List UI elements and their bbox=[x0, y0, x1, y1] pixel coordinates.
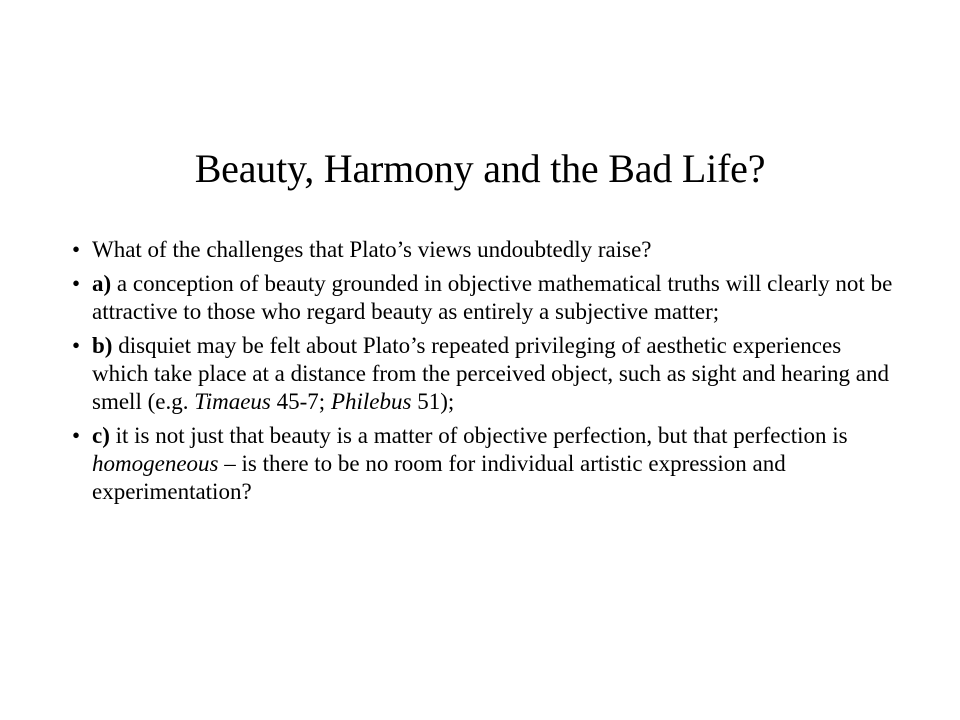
bullet-text: What of the challenges that Plato’s views undoubtedly raise? bbox=[92, 237, 652, 262]
bullet-label-b: b) bbox=[92, 333, 113, 358]
bullet-icon: • bbox=[72, 333, 81, 358]
bullet-item-b bbox=[72, 332, 902, 416]
bullet-icon: • bbox=[72, 271, 81, 296]
bullet-icon: • bbox=[72, 423, 81, 448]
bullet-list bbox=[72, 236, 902, 512]
emphasis-homogeneous: homogeneous bbox=[92, 451, 219, 476]
bullet-item-challenges bbox=[72, 236, 902, 264]
bullet-text: 51); bbox=[411, 389, 455, 414]
bullet-item-a bbox=[72, 270, 902, 326]
bullet-text: – is there to be no room for individual artistic expression and experimentation? bbox=[92, 451, 786, 504]
reference-timaeus: Timaeus bbox=[194, 389, 271, 414]
bullet-item-c bbox=[72, 422, 902, 506]
bullet-label-a: a) bbox=[92, 271, 112, 296]
bullet-label-c: c) bbox=[92, 423, 110, 448]
bullet-text: it is not just that beauty is a matter of objective perfection, but that perfection is bbox=[109, 423, 848, 448]
slide-title: Beauty, Harmony and the Bad Life? bbox=[194, 146, 766, 191]
bullet-text: a conception of beauty grounded in objective mathematical truths will clearly not be attractive to those who regard beauty as entirely a subjective matter; bbox=[92, 271, 893, 324]
reference-philebus: Philebus bbox=[330, 389, 412, 414]
bullet-text: 45-7; bbox=[270, 389, 331, 414]
bullet-text: disquiet may be felt about Plato’s repeated privileging of aesthetic experiences which take place at a distance from the perceived object, such as sight and hearing and smell (e.g. bbox=[92, 333, 890, 414]
bullet-icon: • bbox=[72, 237, 81, 262]
